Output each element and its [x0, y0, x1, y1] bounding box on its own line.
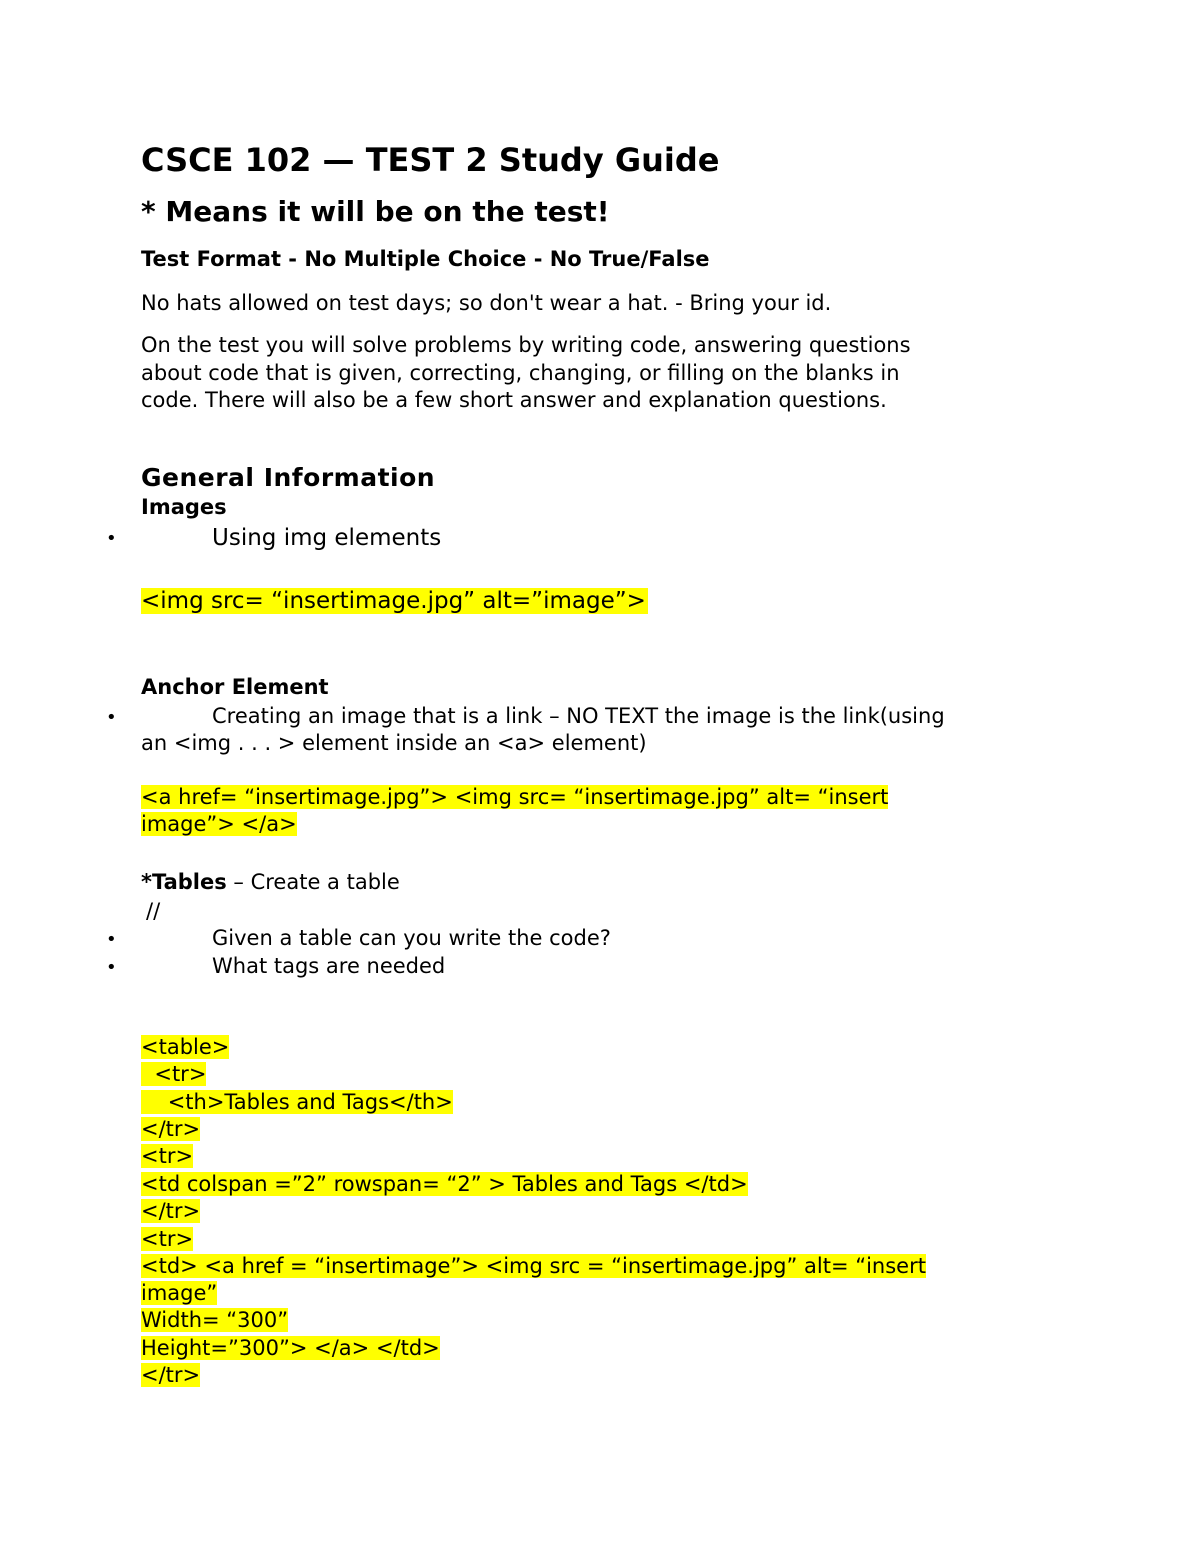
table-code-line [141, 1335, 440, 1362]
table-code-highlight: <tr> [141, 1144, 194, 1168]
table-code-highlight: </tr> [141, 1363, 201, 1387]
table-code-highlight: image” [141, 1281, 218, 1305]
table-code-line [141, 1307, 288, 1334]
intro-line-3: code. There will also be a few short answer and explanation questions. [141, 388, 887, 412]
bullet-icon: • [106, 929, 117, 950]
table-code-highlight: Width= “300” [141, 1308, 289, 1332]
table-code-line [141, 1061, 206, 1088]
table-code-highlight: Height=”300”> </a> </td> [141, 1336, 440, 1360]
tables-heading: *Tables [141, 870, 227, 894]
table-code-highlight: <tr> [141, 1062, 207, 1086]
intro-line-1: On the test you will solve problems by writing code, answering questions [141, 333, 911, 357]
anchor-bullet-line-2: an <img . . . > element inside an <a> element) [141, 731, 647, 755]
intro-line-2: about code that is given, correcting, changing, or filling on the blanks in [141, 361, 900, 385]
images-bullet-text: Using img elements [212, 525, 442, 551]
hats-note: No hats allowed on test days; so don't wear a hat. - Bring your id. [141, 291, 832, 315]
table-code-highlight: </tr> [141, 1117, 201, 1141]
general-information-heading: General Information [141, 463, 436, 492]
table-code-line [141, 1171, 748, 1198]
img-code-highlight: <img src= “insertimage.jpg” alt=”image”> [141, 588, 646, 614]
table-code-line [141, 1362, 200, 1389]
table-code-highlight: </tr> [141, 1199, 201, 1223]
anchor-code-line-2 [141, 811, 297, 838]
table-code-line [141, 1198, 200, 1225]
page-title: CSCE 102 — TEST 2 Study Guide [141, 141, 720, 179]
table-code-highlight: <td colspan =”2” rowspan= “2” > Tables and Tags </td> [141, 1172, 748, 1196]
bullet-icon: • [106, 707, 117, 728]
test-marker-note: * Means it will be on the test! [141, 195, 610, 228]
table-code-line [141, 1034, 229, 1061]
table-code-highlight: <table> [141, 1035, 230, 1059]
bullet-icon: • [106, 528, 117, 549]
table-code-line [141, 1089, 453, 1116]
table-code-highlight: <td> <a href = “insertimage”> <img src = “insertimage.jpg” alt= “insert [141, 1254, 926, 1278]
table-code-line [141, 1280, 217, 1307]
tables-bullet-2: What tags are needed [212, 954, 446, 978]
table-code-line [141, 1116, 200, 1143]
tables-bullet-1: Given a table can you write the code? [212, 926, 611, 950]
img-code-snippet [141, 585, 648, 617]
table-code-line [141, 1253, 926, 1280]
tables-heading-line [141, 868, 400, 896]
table-code-line [141, 1226, 193, 1253]
table-code-line [141, 1143, 193, 1170]
bullet-icon: • [106, 957, 117, 978]
tables-heading-rest: – Create a table [226, 870, 400, 894]
table-code-highlight: <tr> [141, 1227, 194, 1251]
anchor-element-heading: Anchor Element [141, 675, 329, 699]
test-format-line: Test Format - No Multiple Choice - No True/False [141, 247, 710, 271]
tables-comment: // [146, 899, 161, 923]
anchor-bullet-line-1: Creating an image that is a link – NO TEXT the image is the link(using [212, 704, 945, 728]
table-code-highlight: <th>Tables and Tags</th> [141, 1090, 453, 1114]
anchor-code-highlight-1: <a href= “insertimage.jpg”> <img src= “insertimage.jpg” alt= “insert [141, 785, 889, 809]
anchor-code-line-1 [141, 784, 888, 811]
anchor-code-highlight-2: image”> </a> [141, 812, 297, 836]
images-heading: Images [141, 495, 227, 519]
